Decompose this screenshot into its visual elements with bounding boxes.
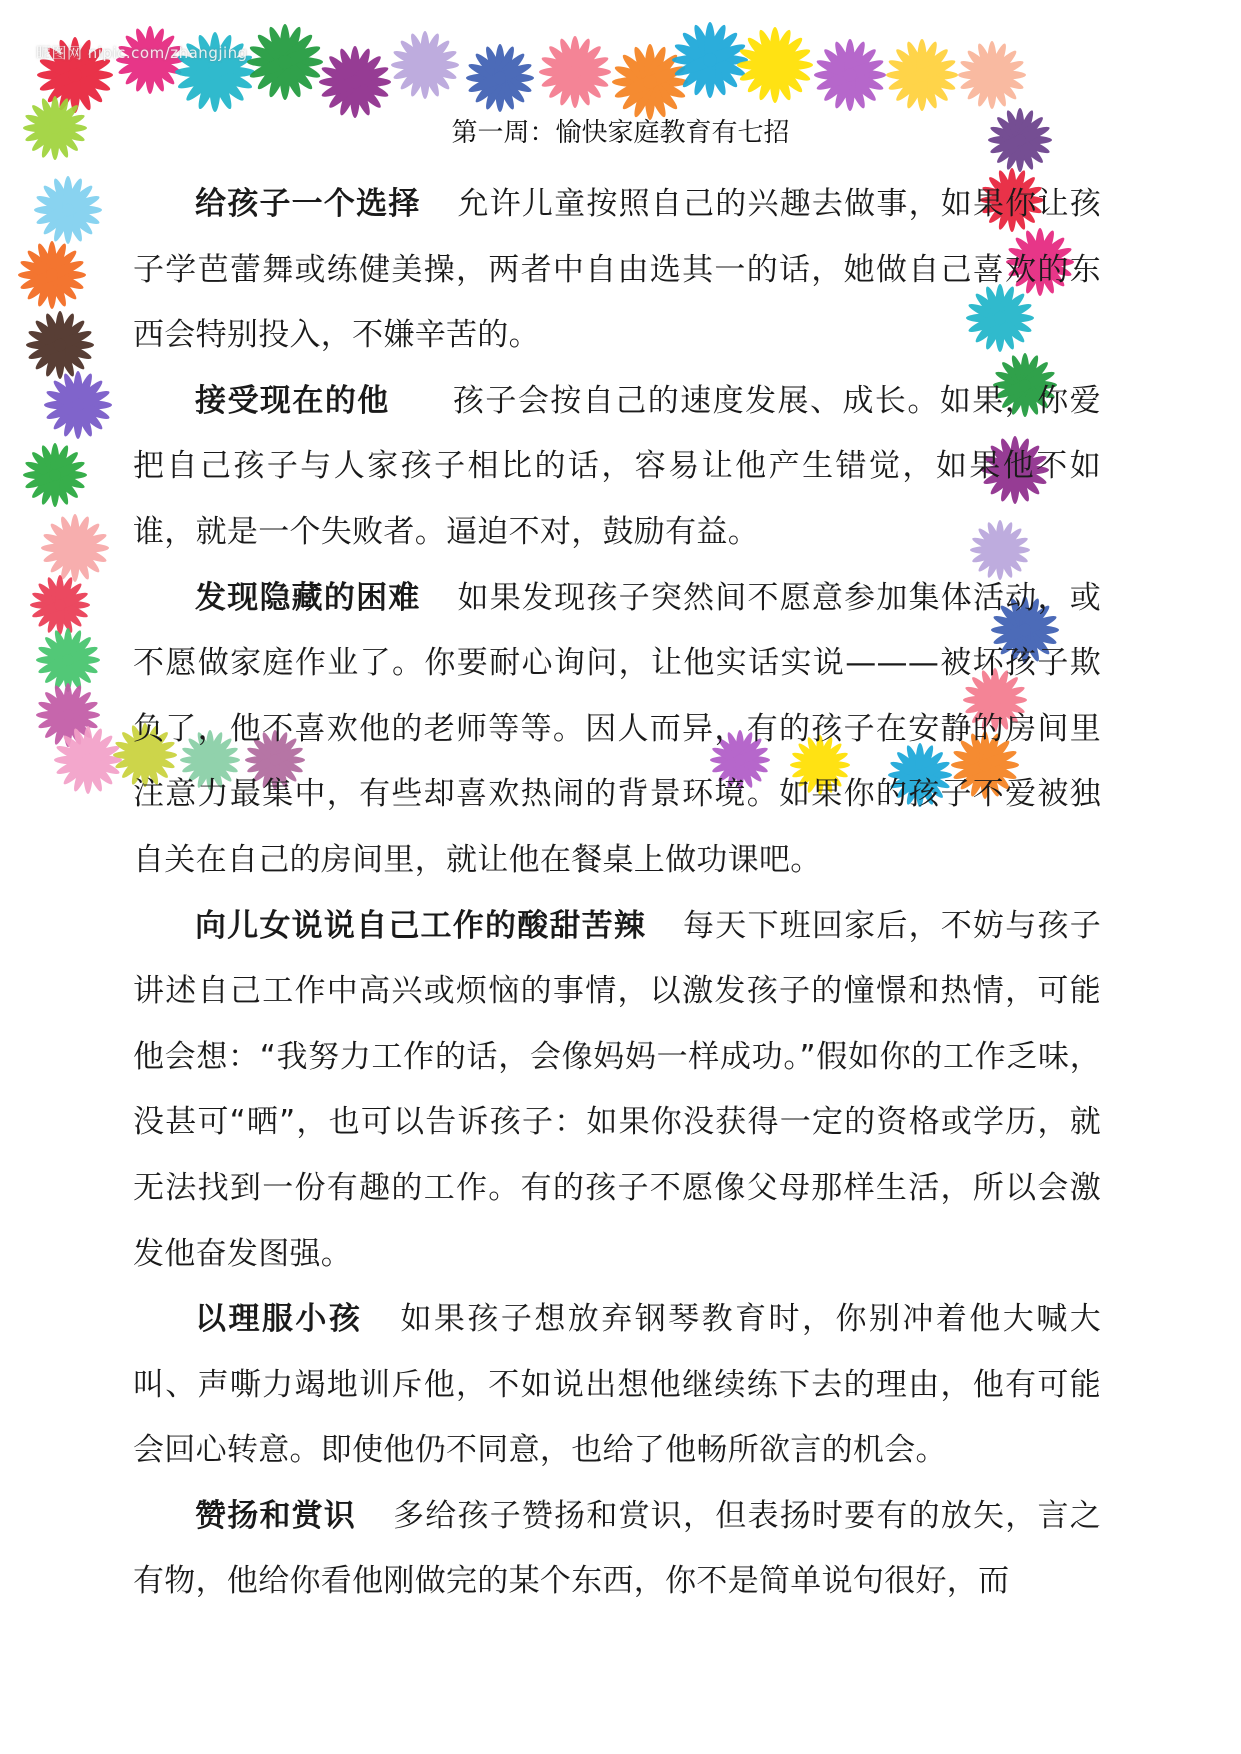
- flower-icon: [36, 628, 100, 692]
- section-text: 孩子会按自己的速度发展、成长。如果，你爱把自己孩子与人家孩子相比的话，容易让他产生错觉，如果他不如谁，就是一个失败者。逼迫不对，鼓励有益。: [133, 382, 1101, 550]
- paragraph-1: [133, 172, 1101, 369]
- flower-icon: [814, 39, 886, 111]
- flower-icon: [44, 371, 112, 439]
- section-heading: 发现隐藏的困难: [195, 579, 421, 616]
- flower-icon: [34, 176, 102, 244]
- flower-icon: [41, 514, 109, 582]
- section-text: 允许儿童按照自己的兴趣去做事，如果你让孩子学芭蕾舞或练健美操，两者中自由选其一的话，她做自己喜欢的东西会特别投入，不嫌辛苦的。: [133, 186, 1101, 354]
- flower-icon: [391, 31, 459, 99]
- section-heading: 向儿女说说自己工作的酸甜苦辣: [195, 907, 647, 944]
- flower-icon: [737, 27, 813, 103]
- article-body: [133, 172, 1101, 1615]
- section-text: 多给孩子赞扬和赏识，但表扬时要有的放矢，言之有物，他给你看他刚做完的某个东西，你不是简单说句很好，而: [133, 1497, 1101, 1600]
- section-heading: 以理服小孩: [195, 1301, 363, 1338]
- paragraph-4: [133, 894, 1101, 1288]
- watermark-text: 昵图网 nipic.com/zhangjing: [36, 44, 248, 62]
- flower-icon: [466, 44, 534, 112]
- flower-icon: [23, 443, 87, 507]
- flower-icon: [886, 39, 958, 111]
- flower-icon: [958, 41, 1026, 109]
- section-heading: 赞扬和赏识: [195, 1497, 357, 1534]
- flower-icon: [54, 726, 122, 794]
- flower-icon: [672, 22, 748, 98]
- flower-icon: [247, 24, 323, 100]
- paragraph-3: [133, 566, 1101, 894]
- section-heading: 接受现在的他: [195, 382, 390, 419]
- flower-icon: [539, 36, 611, 108]
- section-text: 如果孩子想放弃钢琴教育时，你别冲着他大喊大叫、声嘶力竭地训斥他，不如说出想他继续练下去的理由，他有可能会回心转意。即使他仍不同意，也给了他畅所欲言的机会。: [133, 1301, 1101, 1469]
- paragraph-5: [133, 1287, 1101, 1484]
- section-text: 如果发现孩子突然间不愿意参加集体活动，或不愿做家庭作业了。你要耐心询问，让他实话实说———被坏孩子欺负了，他不喜欢他的老师等等。因人而异，有的孩子在安静的房间里注意力最集中，有些却喜欢热闹的背景环境。如果你的孩子不爱被独自关在自己的房间里，就让他在餐桌上做功课吧。: [133, 579, 1101, 878]
- flower-icon: [30, 575, 90, 635]
- section-heading: 给孩子一个选择: [195, 186, 421, 222]
- page-title: 第一周：愉快家庭教育有七招: [451, 118, 790, 148]
- flower-icon: [26, 311, 94, 379]
- flower-icon: [319, 46, 391, 118]
- paragraph-6: [133, 1484, 1101, 1615]
- flower-icon: [612, 44, 688, 120]
- section-text: 每天下班回家后，不妨与孩子讲述自己工作中高兴或烦恼的事情，以激发孩子的憧憬和热情，可能他会想：“我努力工作的话，会像妈妈一样成功。”假如你的工作乏味，没甚可“晒”，也可以告诉孩子：如果你没获得一定的资格或学历，就无法找到一份有趣的工作。有的孩子不愿像父母那样生活，所以会激发他奋发图强。: [133, 907, 1101, 1272]
- flower-icon: [18, 241, 86, 309]
- paragraph-2: [133, 369, 1101, 566]
